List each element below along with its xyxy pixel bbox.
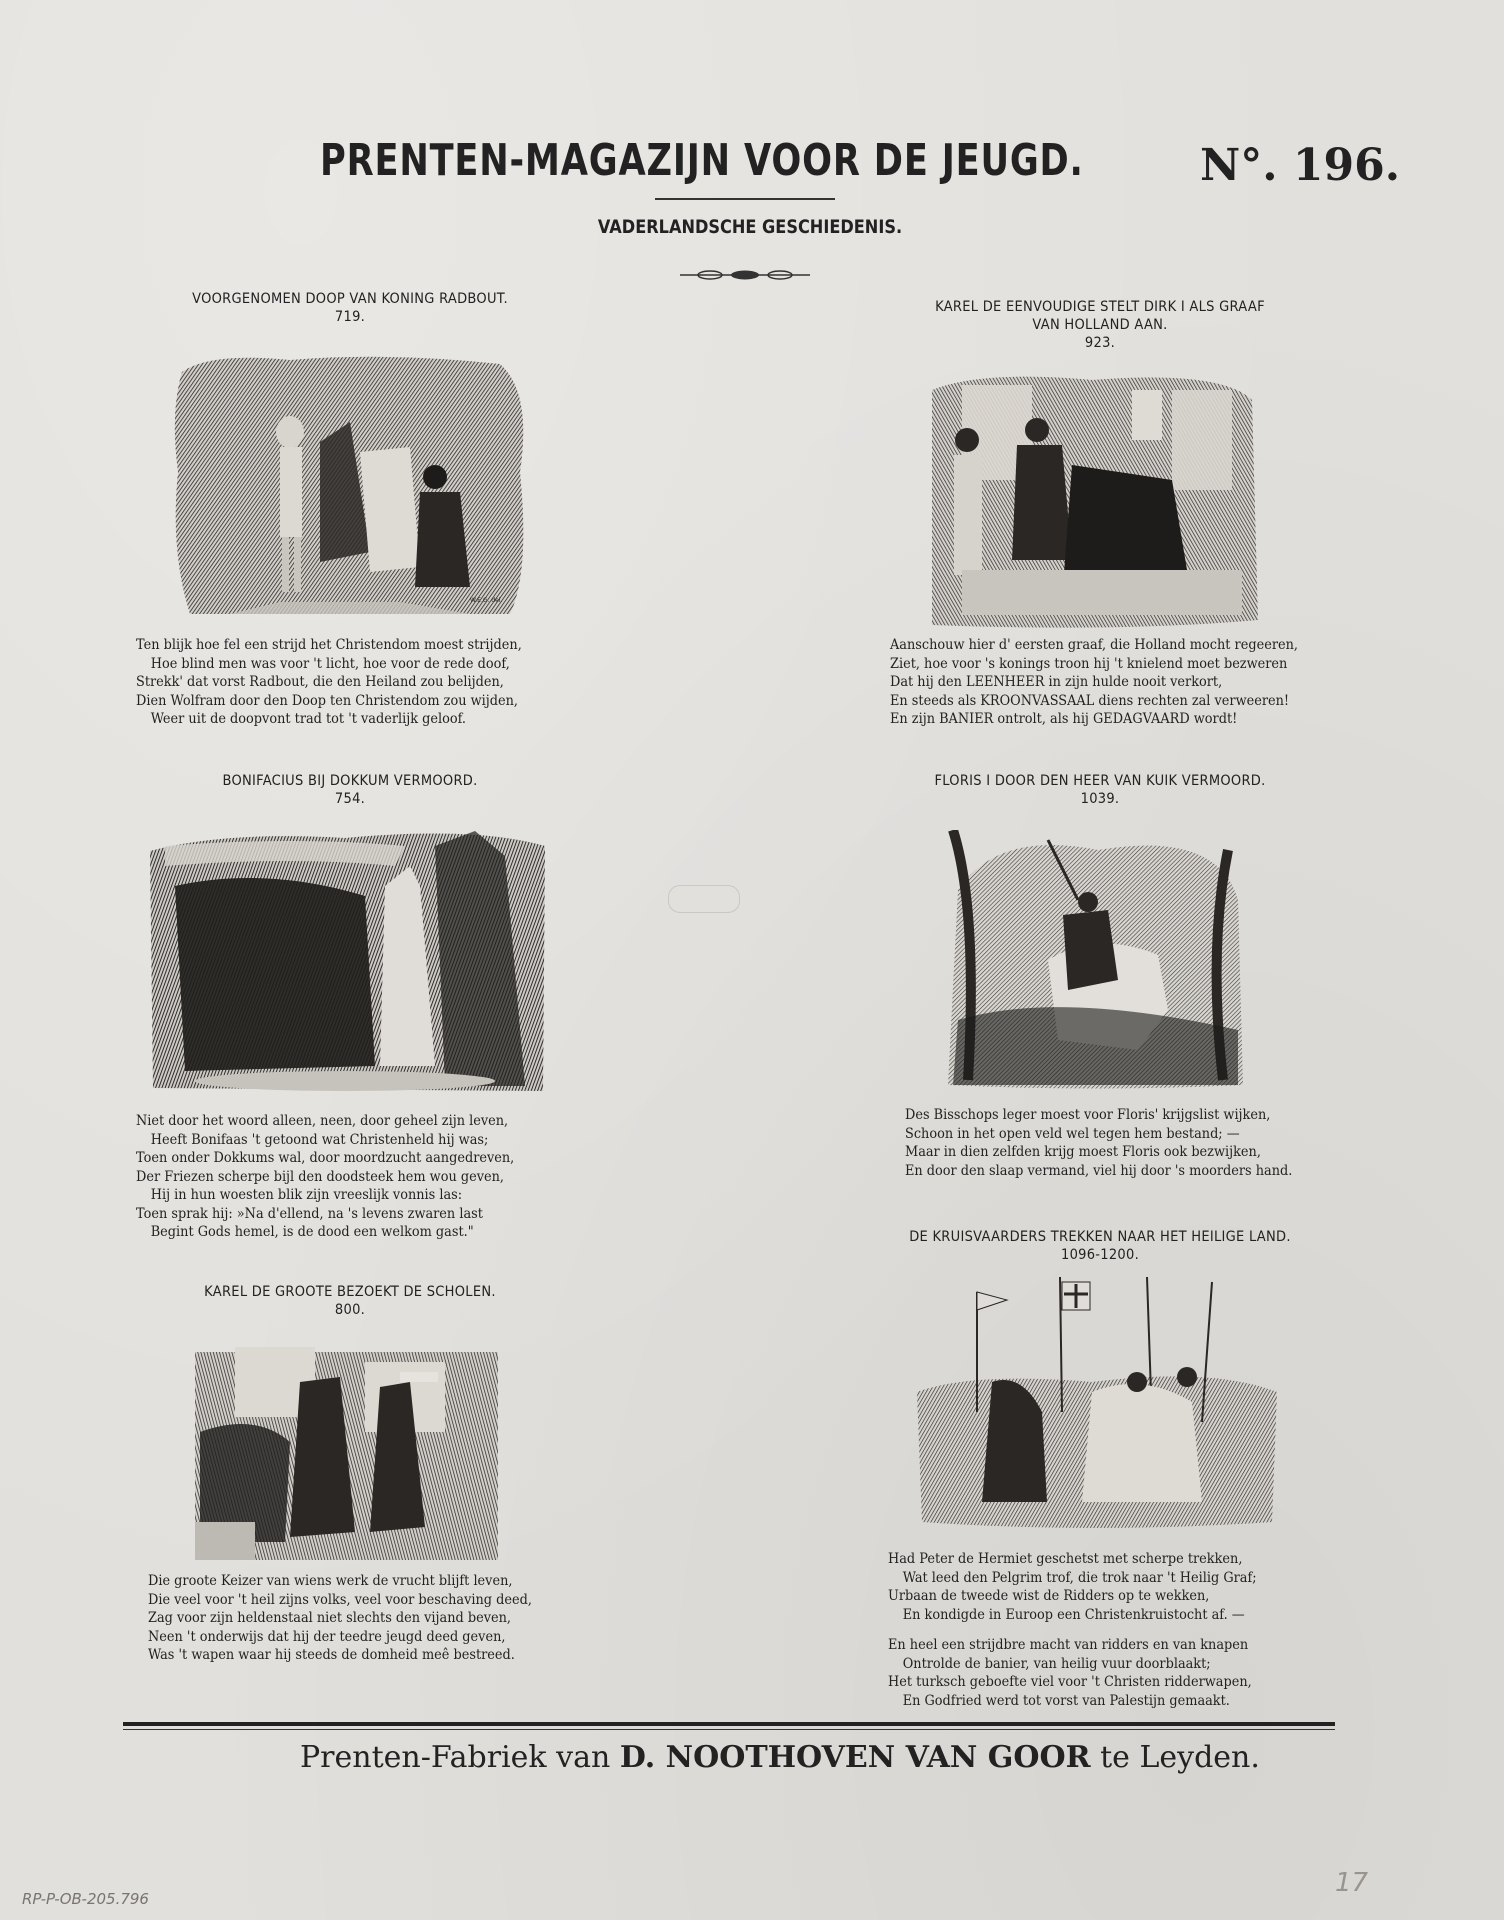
- verse-floris: [905, 1106, 1292, 1180]
- verse-dirk: [890, 636, 1298, 729]
- verse-crusaders: [888, 1550, 1257, 1710]
- verse-line: En kondigde in Euroop een Christenkruistocht af. —: [902, 1606, 1245, 1623]
- series-subtitle: VADERLANDSCHE GESCHIEDENIS.: [597, 216, 903, 238]
- caption-line: BONIFACIUS BIJ DOKKUM VERMOORD.: [222, 773, 478, 789]
- panel-title-crusaders: [857, 1228, 1343, 1264]
- verse-line: En door den slaap vermand, viel hij door 's moorders hand.: [905, 1162, 1293, 1179]
- engraving-karel-school: [195, 1332, 498, 1560]
- engraving-bonifacius-murder: [145, 826, 550, 1094]
- caption-year: 719.: [334, 309, 366, 325]
- issue-number: N°. 196.: [1200, 140, 1401, 191]
- inventory-number: RP-P-OB-205.796: [22, 1890, 149, 1908]
- engraving-floris-horseman: [938, 830, 1250, 1092]
- verse-line: Die groote Keizer van wiens werk de vrucht blijft leven,: [148, 1573, 513, 1589]
- verse-line: Heeft Bonifaas 't getoond wat Christenheld hij was;: [150, 1131, 489, 1148]
- footer-rule-thin: [123, 1729, 1335, 1730]
- footer-rule: [123, 1722, 1335, 1726]
- caption-line: FLORIS I DOOR DEN HEER VAN KUIK VERMOORD.: [934, 773, 1266, 789]
- verse-line: Schoon in het open veld wel tegen hem bestand; —: [905, 1125, 1240, 1142]
- caption-line: VAN HOLLAND AAN.: [1032, 317, 1168, 333]
- panel-title-radbout: [134, 290, 566, 326]
- verse-line: Wat leed den Pelgrim trof, die trok naar 't Heilig Graf;: [902, 1569, 1257, 1586]
- verse-line: Urbaan de tweede wist de Ridders op te wekken,: [888, 1588, 1210, 1604]
- caption-line: KAREL DE GROOTE BEZOEKT DE SCHOLEN.: [204, 1284, 496, 1300]
- publisher-imprint: [300, 1740, 1260, 1775]
- panel-title-karel: [134, 1283, 566, 1319]
- verse-line: Maar in dien zelfden krijg moest Floris ook bezwijken,: [905, 1144, 1261, 1160]
- engraving-crusaders: [912, 1272, 1280, 1534]
- engraving-dirk-investiture: [922, 370, 1260, 630]
- title-rule: [655, 198, 835, 200]
- verse-line: Had Peter de Hermiet geschetst met scherpe trekken,: [888, 1551, 1243, 1567]
- publisher-name: D. NOOTHOVEN VAN GOOR: [619, 1740, 1091, 1775]
- verse-radbout: [136, 636, 522, 729]
- engraver-signature: W.E.G. del.: [470, 597, 503, 604]
- verse-line: Neen 't onderwijs dat hij der teedre jeugd deed geven,: [148, 1628, 506, 1645]
- verse-line: En steeds als KROONVASSAAL diens rechten zal verweeren!: [890, 692, 1290, 709]
- panel-title-dirk: [884, 298, 1316, 352]
- imprint-prefix: Prenten-Fabriek van: [300, 1740, 620, 1775]
- verse-line: Toen onder Dokkums wal, door moordzucht aangedreven,: [136, 1150, 515, 1166]
- caption-line: DE KRUISVAARDERS TREKKEN NAAR HET HEILIGE LAND.: [909, 1229, 1291, 1245]
- caption-year: 923.: [1084, 335, 1116, 351]
- imprint-suffix: te Leyden.: [1090, 1740, 1260, 1775]
- verse-line: Dat hij den LEENHEER in zijn hulde nooit verkort,: [890, 674, 1223, 690]
- pencil-mark: 17: [1335, 1868, 1369, 1898]
- caption-year: 1039.: [1080, 791, 1120, 807]
- verse-line: Ten blijk hoe fel een strijd het Christendom moest strijden,: [136, 637, 522, 653]
- verse-line: Zag voor zijn heldenstaal niet slechts den vijand beven,: [148, 1610, 512, 1626]
- verse-line: Die veel voor 't heil zijns volks, veel voor beschaving deed,: [148, 1591, 532, 1608]
- verse-bonifacius: [136, 1112, 514, 1242]
- caption-year: 800.: [334, 1302, 366, 1318]
- caption-year: 754.: [334, 791, 366, 807]
- verse-line: Aanschouw hier d' eersten graaf, die Holland mocht regeeren,: [890, 637, 1298, 653]
- verse-line: Begint Gods hemel, is de dood een welkom gast.": [150, 1224, 474, 1240]
- verse-line: Weer uit de doopvont trad tot 't vaderlijk geloof.: [150, 711, 467, 727]
- panel-title-bonifacius: [134, 772, 566, 808]
- verse-line: Der Friezen scherpe bijl den doodsteek hem wou geven,: [136, 1168, 504, 1185]
- verse-line: En heel een strijdbre macht van ridders en van knapen: [888, 1637, 1249, 1653]
- verse-line: Was 't wapen waar hij steeds de domheid meê bestreed.: [148, 1647, 515, 1663]
- caption-line: VOORGENOMEN DOOP VAN KONING RADBOUT.: [192, 291, 508, 307]
- verse-line: Dien Wolfram door den Doop ten Christendom zou wijden,: [136, 692, 519, 709]
- engraving-radbout-baptism: [170, 352, 532, 617]
- faint-stamp-icon: [668, 885, 740, 913]
- verse-line: Het turksch geboefte viel voor 't Christen ridderwapen,: [888, 1674, 1252, 1690]
- page-title: PRENTEN-MAGAZIJN VOOR DE JEUGD.: [320, 135, 1084, 186]
- verse-line: Des Bisschops leger moest voor Floris' krijgslist wijken,: [905, 1107, 1271, 1123]
- verse-line: En Godfried werd tot vorst van Palestijn gemaakt.: [902, 1692, 1230, 1709]
- verse-line: Hoe blind men was voor 't licht, hoe voor de rede doof,: [150, 655, 510, 672]
- caption-year: 1096-1200.: [1061, 1247, 1139, 1263]
- verse-line: Hij in hun woesten blik zijn vreeslijk vonnis las:: [150, 1187, 463, 1203]
- verse-line: Ontrolde de banier, van heilig vuur doorblaakt;: [902, 1655, 1211, 1672]
- verse-line: Toen sprak hij: »Na d'ellend, na 's levens zwaren last: [136, 1205, 483, 1222]
- verse-line: Strekk' dat vorst Radbout, die den Heiland zou belijden,: [136, 674, 504, 690]
- verse-line: Ziet, hoe voor 's konings troon hij 't knielend moet bezweren: [890, 655, 1288, 672]
- ornament-divider-icon: [680, 270, 810, 280]
- verse-line: En zijn BANIER ontrolt, als hij GEDAGVAARD wordt!: [890, 711, 1238, 727]
- panel-title-floris: [884, 772, 1316, 808]
- verse-line: Niet door het woord alleen, neen, door geheel zijn leven,: [136, 1113, 509, 1129]
- caption-line: KAREL DE EENVOUDIGE STELT DIRK I ALS GRAAF: [935, 299, 1265, 315]
- stanza-gap: [888, 1624, 1257, 1636]
- verse-karel: [148, 1572, 532, 1665]
